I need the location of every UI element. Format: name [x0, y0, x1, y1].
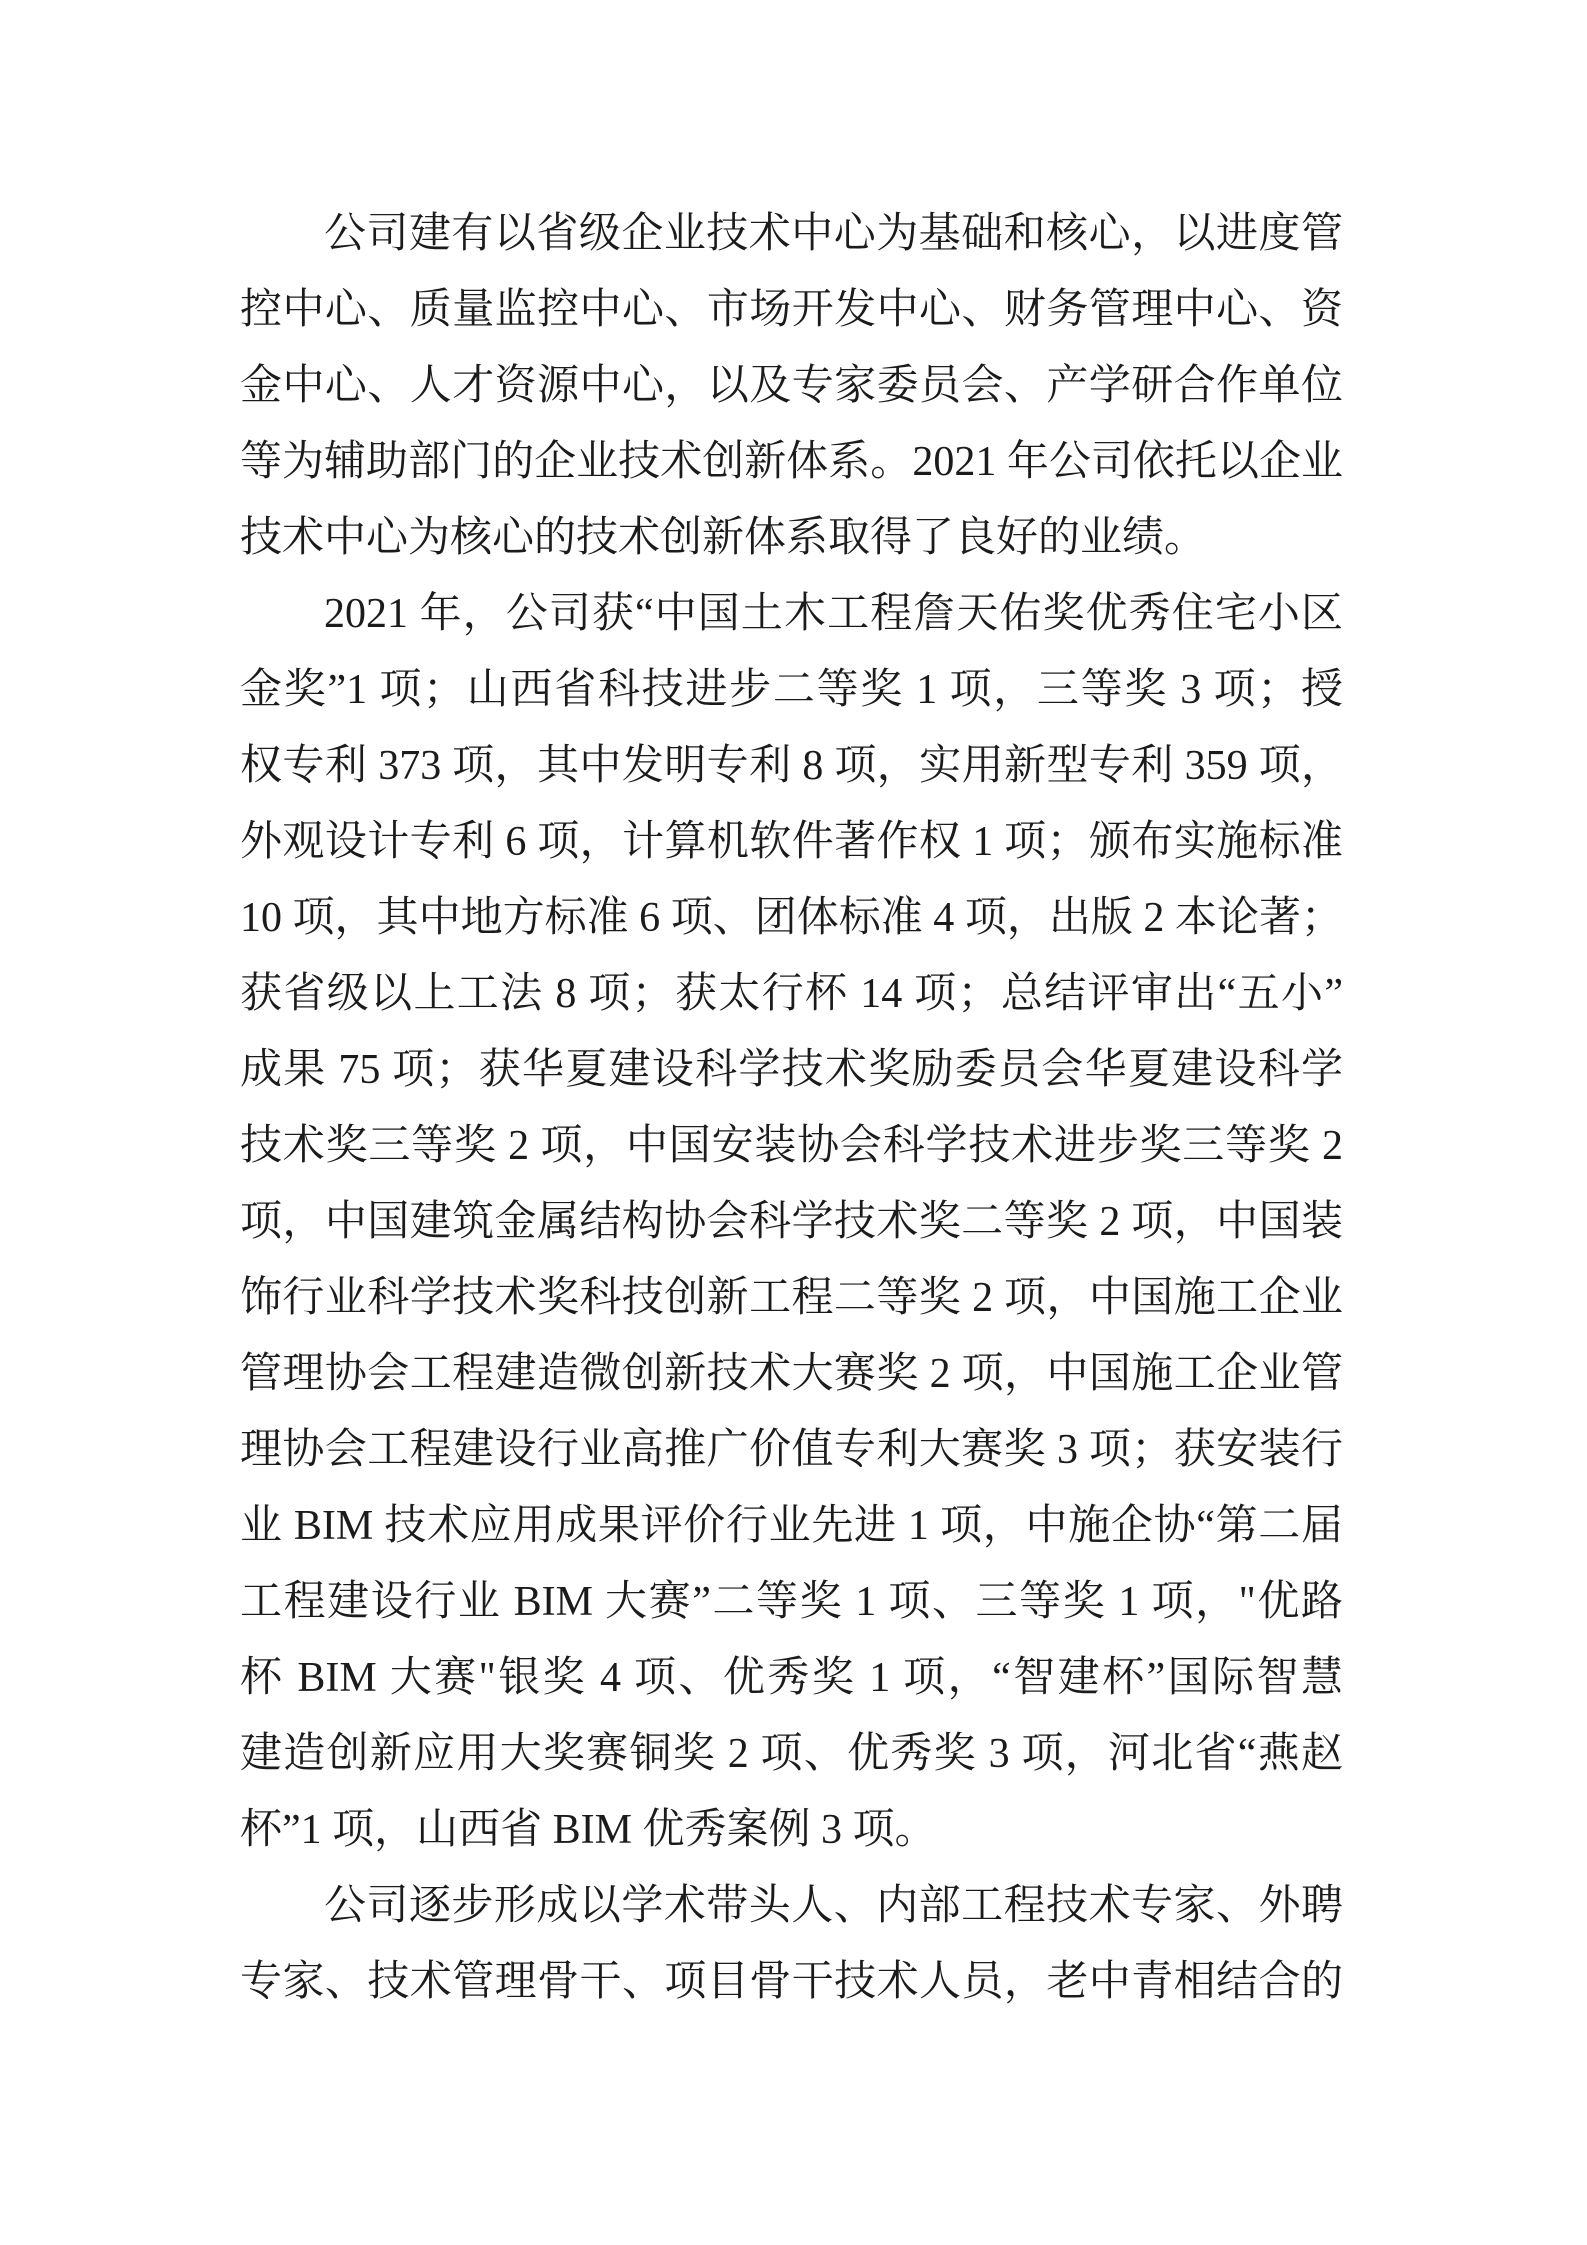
text-line: 金中心、人才资源中心，以及专家委员会、产学研合作单位 — [240, 363, 1343, 409]
text-line: 2021 年，公司获“中国土木工程詹天佑奖优秀住宅小区 — [324, 591, 1343, 637]
text-line: 公司建有以省级企业技术中心为基础和核心，以进度管 — [324, 211, 1343, 257]
text-line: 成果 75 项；获华夏建设科学技术奖励委员会华夏建设科学 — [240, 1047, 1343, 1093]
text-line: 公司逐步形成以学术带头人、内部工程技术专家、外聘 — [324, 1883, 1343, 1929]
text-line: 业 BIM 技术应用成果评价行业先进 1 项，中施企协“第二届 — [240, 1503, 1343, 1549]
text-line: 获省级以上工法 8 项；获太行杯 14 项；总结评审出“五小” — [240, 971, 1343, 1017]
text-line: 控中心、质量监控中心、市场开发中心、财务管理中心、资 — [240, 287, 1343, 333]
text-line: 杯 BIM 大赛"银奖 4 项、优秀奖 1 项，“智建杯”国际智慧 — [240, 1655, 1343, 1701]
text-line: 杯”1 项，山西省 BIM 优秀案例 3 项。 — [240, 1807, 937, 1853]
text-line: 项，中国建筑金属结构协会科学技术奖二等奖 2 项，中国装 — [240, 1199, 1343, 1245]
paragraph-tech-system — [240, 196, 1343, 576]
text-line: 外观设计专利 6 项，计算机软件著作权 1 项；颁布实施标准 — [240, 819, 1343, 865]
text-line: 技术中心为核心的技术创新体系取得了良好的业绩。 — [240, 515, 1207, 561]
text-line: 饰行业科学技术奖科技创新工程二等奖 2 项，中国施工企业 — [240, 1275, 1343, 1321]
text-line: 理协会工程建设行业高推广价值专利大赛奖 3 项；获安装行 — [240, 1427, 1343, 1473]
text-line: 金奖”1 项；山西省科技进步二等奖 1 项，三等奖 3 项；授 — [240, 667, 1343, 713]
document-body — [240, 196, 1343, 2020]
text-line: 权专利 373 项，其中发明专利 8 项，实用新型专利 359 项， — [240, 743, 1343, 789]
text-line: 10 项，其中地方标准 6 项、团体标准 4 项，出版 2 本论著； — [240, 895, 1343, 941]
paragraph-2021-awards — [240, 576, 1343, 1868]
text-line: 管理协会工程建造微创新技术大赛奖 2 项，中国施工企业管 — [240, 1351, 1343, 1397]
text-line: 工程建设行业 BIM 大赛”二等奖 1 项、三等奖 1 项，"优路 — [240, 1579, 1343, 1625]
text-line: 等为辅助部门的企业技术创新体系。2021 年公司依托以企业 — [240, 439, 1343, 485]
paragraph-talent-team — [240, 1868, 1343, 2020]
text-line: 建造创新应用大奖赛铜奖 2 项、优秀奖 3 项，河北省“燕赵 — [240, 1731, 1343, 1777]
text-line: 技术奖三等奖 2 项，中国安装协会科学技术进步奖三等奖 2 — [240, 1123, 1343, 1169]
text-line: 专家、技术管理骨干、项目骨干技术人员，老中青相结合的 — [240, 1959, 1343, 2005]
